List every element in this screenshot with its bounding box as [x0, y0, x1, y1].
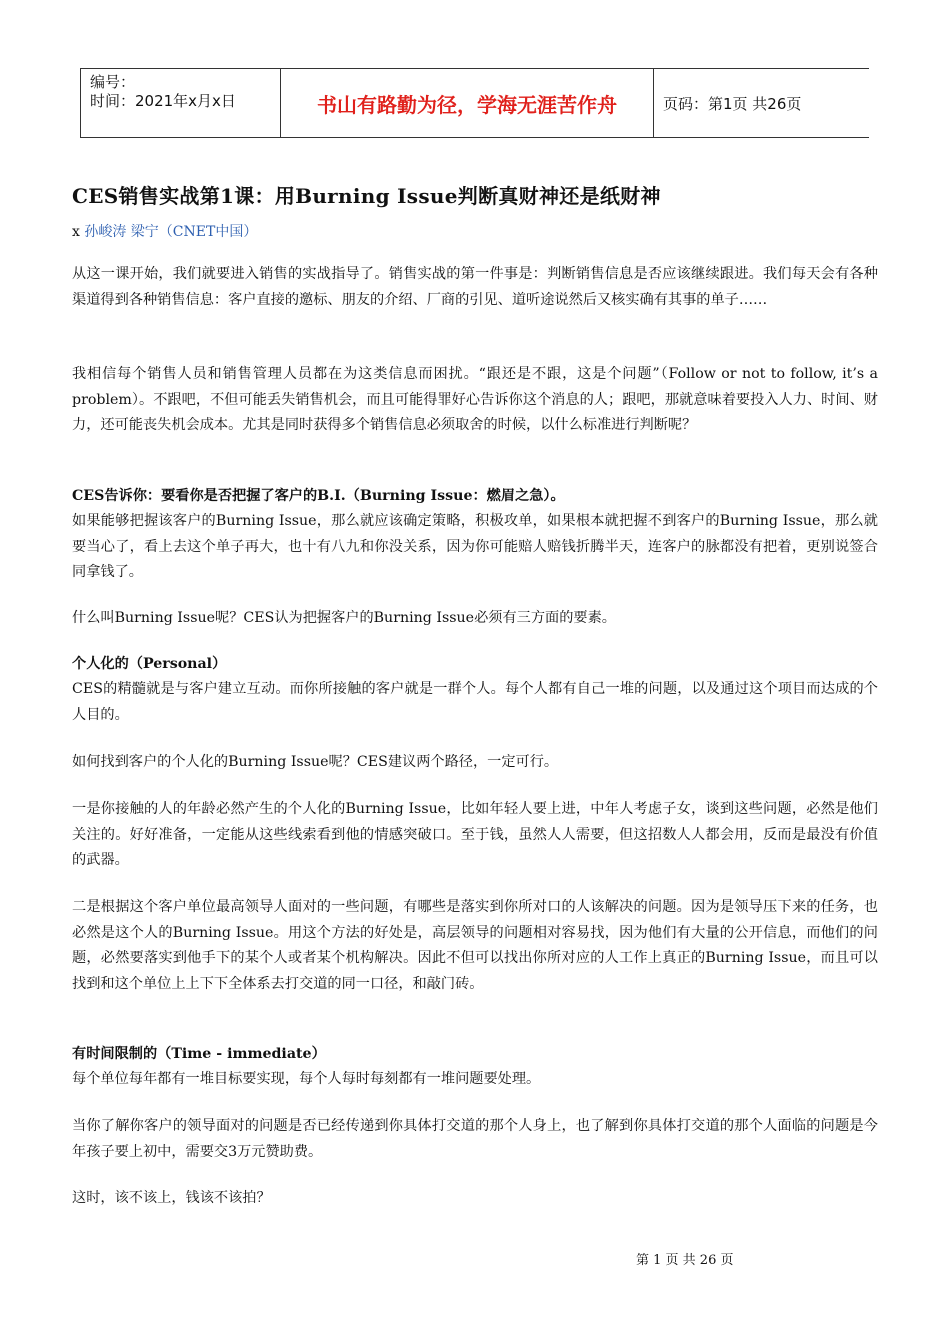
paragraph-three-elements: 什么叫Burning Issue呢？CES认为把握客户的Burning Issue必须有三方面的要素。 [72, 610, 616, 626]
article-title: CES销售实战第1课：用Burning Issue判断真财神还是纸财神 [72, 184, 661, 208]
paragraph-path-two: 二是根据这个客户单位最高领导人面对的一些问题，有哪些是落实到你所对口的人该解决的问题。因为是领导压下来的任务，也必然是这个人的Burning Issue。用这个方法的好处是，高层领导的问题相对容易找，因为他们有大量的公开信息，而他们的问题，必然要落实到他手下的某个人或者某个机构解决。因此不但可以找出你所对应的人工作上真正的Burning Issue，而且可以找到和这个单位上上下下全体系去打交道的同一口径，和敲门砖。 [72, 899, 878, 992]
header-motto: 书山有路勤为径，学海无涯苦作舟 [280, 69, 654, 137]
byline-prefix: x [72, 224, 80, 240]
paragraph-bi-explain: 如果能够把握该客户的Burning Issue，那么就应该确定策略，积极攻单，如果根本就把握不到客户的Burning Issue，那么就要当心了，看上去这个单子再大，也十有八九和你没关系，因为你可能赔人赔钱折腾半天，连客户的脉都没有把着，更别说签合同拿钱了。 [72, 513, 878, 580]
paragraph-how-to-find: 如何找到客户的个人化的Burning Issue呢？CES建议两个路径，一定可行。 [72, 754, 559, 770]
paragraph-time-goals: 每个单位每年都有一堆目标要实现，每个人每时每刻都有一堆问题要处理。 [72, 1071, 541, 1087]
header-page-number: 页码：第1页 共26页 [663, 94, 802, 113]
paragraph-path-one: 一是你接触的人的年龄必然产生的个人化的Burning Issue，比如年轻人要上进，中年人考虑子女，谈到这些问题，必然是他们关注的。好好准备，一定能从这些线索看到他的情感突破口。至于钱，虽然人人需要，但这招数人人都会用，反而是最没有价值的武器。 [72, 801, 878, 868]
section-heading-personal: 个人化的（Personal） [72, 656, 227, 672]
paragraph-time-example: 当你了解你客户的领导面对的问题是否已经传递到你具体打交道的那个人身上，也了解到你具体打交道的那个人面临的问题是今年孩子要上初中，需要交3万元赞助费。 [72, 1118, 878, 1160]
page-footer: 第 1 页 共 26 页 [636, 1253, 734, 1268]
document-header [80, 68, 869, 138]
document-number-label: 编号： [90, 73, 136, 91]
paragraph-dilemma: 我相信每个销售人员和销售管理人员都在为这类信息而困扰。“跟还是不跟，这是个问题”（Follow or not to follow, it’s a problem）。不跟吧，不但可能丢失销售机会，而且可能得罪好心告诉你这个消息的人；跟吧，那就意味着要投入人力、时间、财力，还可能丧失机会成本。尤其是同时获得多个销售信息必须取舍的时候，以什么标准进行判断呢？ [72, 366, 878, 433]
paragraph-intro: 从这一课开始，我们就要进入销售的实战指导了。销售实战的第一件事是：判断销售信息是否应该继续跟进。我们每天会有各种渠道得到各种销售信息：客户直接的邀标、朋友的介绍、厂商的引见、道听途说然后又核实确有其事的单子…… [72, 266, 878, 308]
article-byline [72, 221, 257, 241]
paragraph-personal-essence: CES的精髓就是与客户建立互动。而你所接触的客户就是一群个人。每个人都有自己一堆的问题，以及通过这个项目而达成的个人目的。 [72, 681, 878, 723]
header-meta-cell [80, 69, 280, 137]
section-heading-time: 有时间限制的（Time - immediate） [72, 1046, 326, 1062]
author-link[interactable]: 孙峻涛 梁宁（CNET中国） [84, 224, 258, 240]
document-date-label: 时间：2021年x月x日 [90, 92, 236, 110]
paragraph-question: 这时，该不该上，钱该不该拍？ [72, 1190, 271, 1206]
section-heading-bi: CES告诉你：要看你是否把握了客户的B.I.（Burning Issue：燃眉之急）。 [72, 488, 565, 504]
